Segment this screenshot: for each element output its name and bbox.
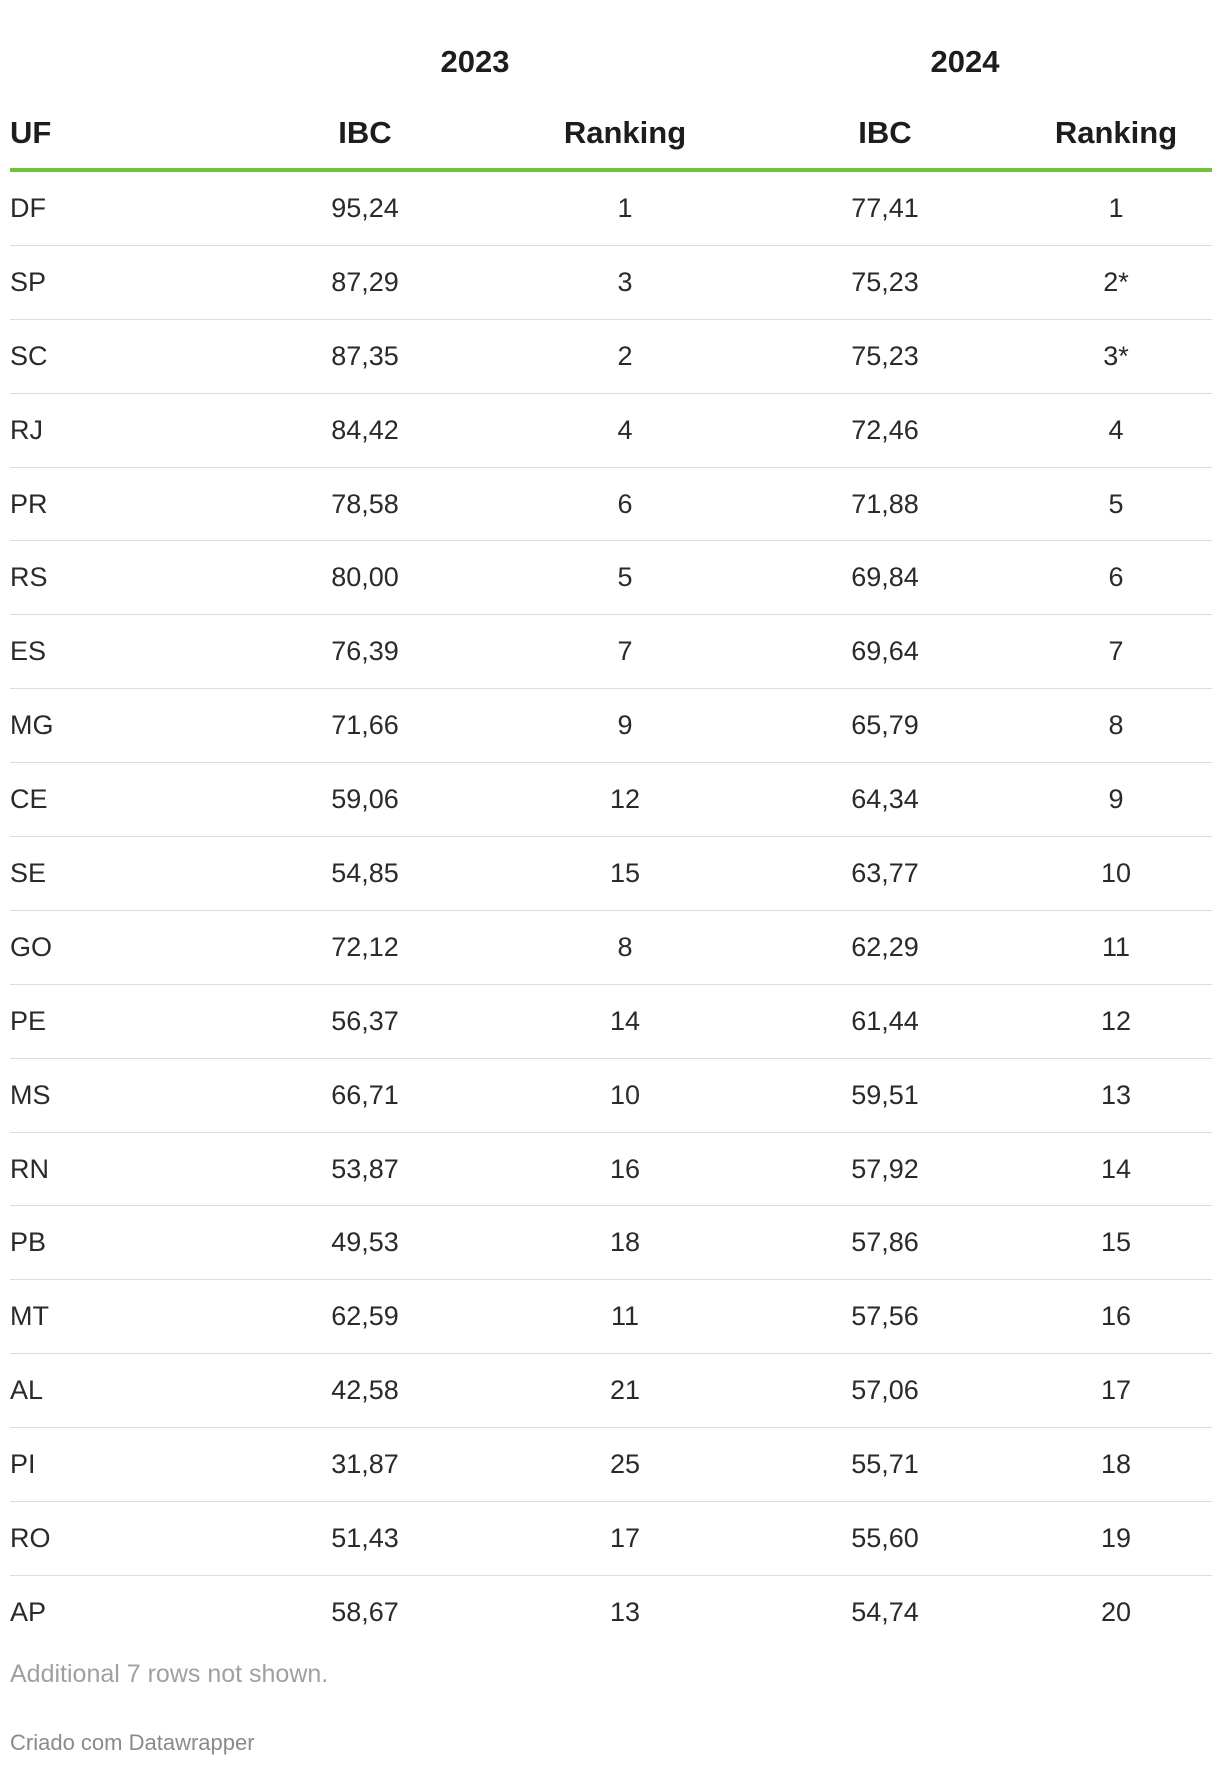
cell-ibc-2023: 51,43 [230, 1502, 500, 1576]
cell-uf: RO [10, 1502, 230, 1576]
cell-uf: PB [10, 1206, 230, 1280]
cell-ranking-2023: 12 [500, 763, 750, 837]
cell-ranking-2024: 10 [1020, 837, 1212, 911]
cell-ibc-2023: 78,58 [230, 467, 500, 541]
cell-ibc-2023: 54,85 [230, 837, 500, 911]
cell-uf: RJ [10, 393, 230, 467]
cell-ibc-2024: 71,88 [750, 467, 1020, 541]
cell-ibc-2023: 95,24 [230, 170, 500, 245]
cell-ranking-2024: 8 [1020, 689, 1212, 763]
cell-ibc-2024: 57,92 [750, 1132, 1020, 1206]
cell-ranking-2024: 3* [1020, 319, 1212, 393]
cell-ranking-2024: 19 [1020, 1502, 1212, 1576]
cell-ranking-2024: 9 [1020, 763, 1212, 837]
cell-ibc-2023: 87,35 [230, 319, 500, 393]
column-header-uf[interactable]: UF [10, 98, 230, 170]
cell-uf: CE [10, 763, 230, 837]
table-row [10, 910, 1212, 984]
cell-ranking-2023: 5 [500, 541, 750, 615]
cell-ranking-2024: 11 [1020, 910, 1212, 984]
column-header-ibc-2023[interactable]: IBC [230, 98, 500, 170]
cell-ranking-2024: 18 [1020, 1428, 1212, 1502]
cell-ranking-2024: 16 [1020, 1280, 1212, 1354]
cell-ibc-2023: 53,87 [230, 1132, 500, 1206]
cell-ibc-2024: 57,56 [750, 1280, 1020, 1354]
cell-uf: PR [10, 467, 230, 541]
cell-ibc-2024: 72,46 [750, 393, 1020, 467]
cell-ranking-2024: 7 [1020, 615, 1212, 689]
cell-ibc-2023: 66,71 [230, 1058, 500, 1132]
cell-uf: ES [10, 615, 230, 689]
table-row [10, 1132, 1212, 1206]
table-row [10, 1058, 1212, 1132]
cell-ibc-2023: 58,67 [331, 1596, 399, 1627]
table-row [10, 1428, 1212, 1502]
cell-ibc-2023: 62,59 [230, 1280, 500, 1354]
group-header-2023: 2023 [440, 44, 510, 79]
cell-ibc-2023: 56,37 [230, 984, 500, 1058]
table-row [10, 1575, 1212, 1648]
cell-ibc-2023: 42,58 [230, 1354, 500, 1428]
cell-ibc-2024: 75,23 [750, 319, 1020, 393]
cell-ibc-2024: 77,41 [750, 170, 1020, 245]
table-row [10, 1502, 1212, 1576]
cell-ibc-2024: 62,29 [750, 910, 1020, 984]
table-row [10, 170, 1212, 245]
cell-ranking-2023: 16 [500, 1132, 750, 1206]
table-row [10, 393, 1212, 467]
cell-uf: SP [10, 245, 230, 319]
cell-ranking-2024: 13 [1020, 1058, 1212, 1132]
table-row [10, 615, 1212, 689]
cell-ibc-2023: 80,00 [230, 541, 500, 615]
table-row [10, 319, 1212, 393]
cell-ranking-2024: 1 [1020, 170, 1212, 245]
cell-ranking-2024: 20 [1100, 1596, 1132, 1627]
cell-ibc-2024: 55,71 [750, 1428, 1020, 1502]
cell-ibc-2024: 69,84 [750, 541, 1020, 615]
table-row [10, 689, 1212, 763]
cell-ibc-2024: 59,51 [750, 1058, 1020, 1132]
cell-uf: RN [10, 1132, 230, 1206]
cell-uf: DF [10, 170, 230, 245]
cell-ranking-2023: 4 [500, 393, 750, 467]
table-body [10, 170, 1212, 1649]
cell-ranking-2024: 5 [1020, 467, 1212, 541]
cell-ranking-2023: 18 [500, 1206, 750, 1280]
cell-ranking-2023: 17 [500, 1502, 750, 1576]
cell-ranking-2023: 3 [500, 245, 750, 319]
cell-uf: PE [10, 984, 230, 1058]
group-header-2024: 2024 [930, 44, 1000, 79]
column-header-ranking-2023[interactable]: Ranking [500, 98, 750, 170]
table-row [10, 1206, 1212, 1280]
cell-ibc-2024: 64,34 [750, 763, 1020, 837]
rows-not-shown-note: Additional 7 rows not shown. [10, 1660, 329, 1688]
cell-ibc-2024: 61,44 [750, 984, 1020, 1058]
cell-uf: MS [10, 1058, 230, 1132]
cell-uf: RS [10, 541, 230, 615]
cell-ibc-2024: 75,23 [750, 245, 1020, 319]
cell-ibc-2023: 87,29 [230, 245, 500, 319]
cell-uf: PI [10, 1428, 230, 1502]
cell-ibc-2023: 76,39 [230, 615, 500, 689]
cell-ranking-2024: 17 [1020, 1354, 1212, 1428]
cell-uf: SC [10, 319, 230, 393]
cell-ranking-2024: 12 [1020, 984, 1212, 1058]
cell-ibc-2023: 72,12 [230, 910, 500, 984]
table-row [10, 467, 1212, 541]
cell-ibc-2023: 49,53 [230, 1206, 500, 1280]
cell-ibc-2024: 69,64 [750, 615, 1020, 689]
cell-ranking-2024: 6 [1020, 541, 1212, 615]
cell-ibc-2024: 65,79 [750, 689, 1020, 763]
ranking-table [10, 98, 1212, 1649]
cell-ranking-2023: 2 [500, 319, 750, 393]
year-group-header [10, 28, 1212, 98]
cell-ranking-2024: 15 [1020, 1206, 1212, 1280]
cell-ibc-2023: 31,87 [230, 1428, 500, 1502]
cell-ranking-2023: 8 [500, 910, 750, 984]
column-header-ibc-2024[interactable]: IBC [750, 98, 1020, 170]
cell-ranking-2023: 25 [500, 1428, 750, 1502]
column-header-ranking-2024[interactable]: Ranking [1020, 98, 1212, 170]
table-row [10, 1280, 1212, 1354]
cell-ranking-2023: 15 [500, 837, 750, 911]
datawrapper-credit: Criado com Datawrapper [10, 1730, 255, 1755]
cell-ibc-2023: 84,42 [230, 393, 500, 467]
cell-ranking-2023: 14 [500, 984, 750, 1058]
cell-ranking-2023: 1 [500, 170, 750, 245]
table-row [10, 245, 1212, 319]
cell-ibc-2024: 55,60 [750, 1502, 1020, 1576]
cell-ibc-2024: 57,86 [750, 1206, 1020, 1280]
cell-ranking-2023: 9 [500, 689, 750, 763]
table-row [10, 763, 1212, 837]
cell-uf: AL [10, 1354, 230, 1428]
cell-ranking-2024: 2* [1020, 245, 1212, 319]
cell-uf: MT [10, 1280, 230, 1354]
cell-ibc-2024: 57,06 [750, 1354, 1020, 1428]
cell-ranking-2023: 13 [609, 1596, 641, 1627]
cell-uf: GO [10, 910, 230, 984]
table-row [10, 984, 1212, 1058]
cell-ranking-2023: 6 [500, 467, 750, 541]
cell-ibc-2024: 54,74 [851, 1596, 919, 1627]
cell-uf: MG [10, 689, 230, 763]
cell-ranking-2024: 4 [1020, 393, 1212, 467]
cell-uf: AP [10, 1596, 47, 1627]
cell-ranking-2023: 21 [500, 1354, 750, 1428]
table-row [10, 1354, 1212, 1428]
cell-ibc-2024: 63,77 [750, 837, 1020, 911]
cell-ranking-2024: 14 [1020, 1132, 1212, 1206]
cell-ibc-2023: 59,06 [230, 763, 500, 837]
table-row [10, 837, 1212, 911]
cell-ranking-2023: 10 [500, 1058, 750, 1132]
cell-ibc-2023: 71,66 [230, 689, 500, 763]
column-header-row [10, 98, 1212, 170]
cell-uf: SE [10, 837, 230, 911]
table-row [10, 541, 1212, 615]
cell-ranking-2023: 7 [500, 615, 750, 689]
cell-ranking-2023: 11 [500, 1280, 750, 1354]
